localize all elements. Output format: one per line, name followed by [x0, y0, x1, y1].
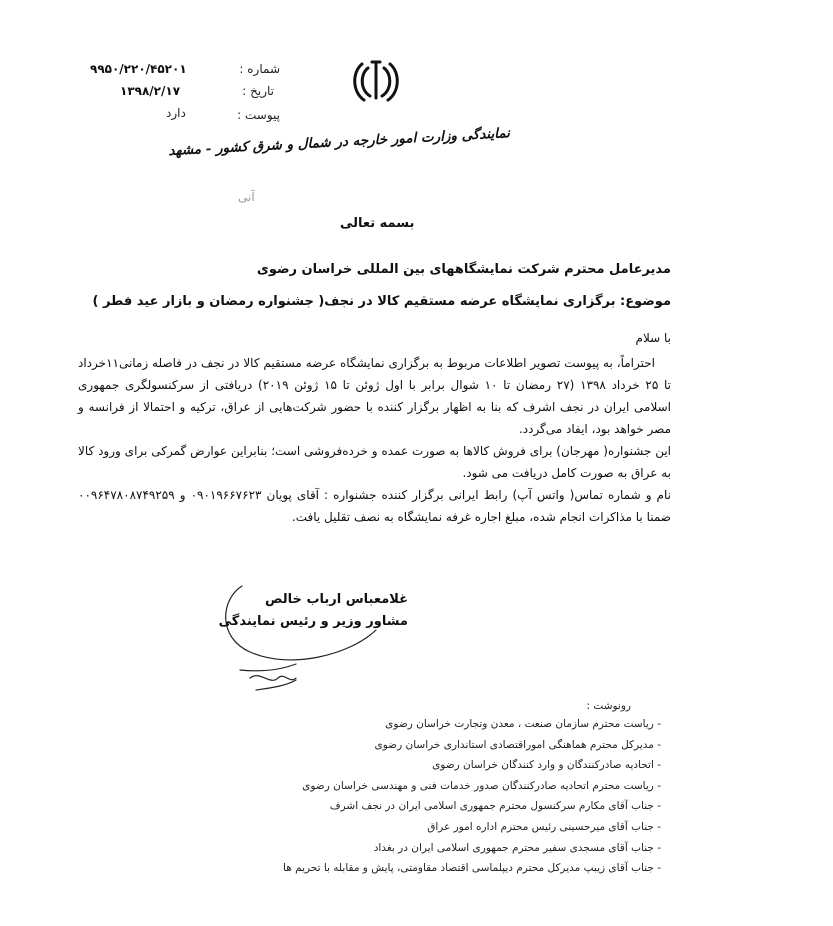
recipient: مدیرعامل محترم شرکت نمایشگاههای بین المللی خراسان رضوی — [256, 262, 671, 277]
attachment-label: پیوست : — [237, 108, 280, 122]
paragraph-3: نام و شماره تماس( واتس آپ) رابط ایرانی برگزار کننده جشنواره : آقای پویان ۰۹۰۱۹۶۶۷۶۲۳ و ۰۰۹۶۴۷۸۰۸۷۴۹۲۵۹ ضمنا با مذاکرات انجام شده، مبلغ اجاره غرفه نمایشگاه به نصف تقلیل یافت. — [78, 488, 671, 524]
cc-item: - جناب آقای میرحسینی رئیس محترم اداره امور عراق — [427, 820, 661, 833]
signatory-title: مشاور وزیر و رئیس نمایندگی — [218, 614, 408, 629]
cc-item: - جناب آقای مسجدی سفیر محترم جمهوری اسلامی ایران در بغداد — [373, 841, 661, 854]
urgency-stamp: آنی — [238, 190, 255, 204]
letter-date: ۱۳۹۸/۲/۱۷ — [120, 84, 181, 98]
cc-item: - اتحادیه صادرکنندگان و وارد کنندگان خراسان رضوی — [432, 759, 661, 772]
office-title: نمایندگی وزارت امور خارجه در شمال و شرق کشور - مشهد — [168, 125, 511, 160]
letter-number-label: شماره : — [239, 62, 280, 76]
paragraph-1: احتراماً، به پیوست تصویر اطلاعات مربوط به برگزاری نمایشگاه عرضه مستقیم کالا در نجف در فاصله زمانی۱۱خرداد تا ۲۵ خرداد ۱۳۹۸ (۲۷ رمضان تا ۱۰ شوال برابر با اول ژوئن تا ۱۵ ژوئن ۲۰۱۹) دریافتی از سرکنسولگری جمهوری اسلامی ایران در نجف اشرف که بنا به اظهار برگزار کننده با حضور شرکت‌هایی از عراق، ترکیه و احتمالا از فرانسه و مصر خواهد بود، ایفاد می‌گردد. — [78, 356, 671, 436]
subject: موضوع: برگزاری نمایشگاه عرضه مستقیم کالا در نجف( جشنواره رمضان و بازار عید فطر ) — [92, 294, 671, 309]
letter-number: ۹۹۵۰/۲۲۰/۴۵۲۰۱ — [90, 62, 187, 76]
cc-item: - ریاست محترم سازمان صنعت ، معدن وتجارت خراسان رضوی — [385, 718, 661, 730]
iran-emblem-icon — [350, 58, 402, 104]
letter-date-label: تاریخ : — [242, 84, 274, 98]
signature-scribble — [200, 560, 400, 710]
body — [78, 352, 671, 528]
greeting: با سلام — [635, 331, 671, 345]
cc-list — [141, 718, 661, 883]
attachment-value: دارد — [166, 106, 186, 120]
paragraph-2: این جشنواره( مهرجان) برای فروش کالاها به صورت عمده و خرده‌فروشی است؛ بنابراین عوارض گمرکی برای ورود کالا به عراق به صورت کامل دریافت می شود. — [78, 444, 671, 480]
signatory-name: غلامعباس ارباب خالص — [265, 592, 408, 607]
cc-item: - ریاست محترم اتحادیه صادرکنندگان صدور خدمات فنی و مهندسی خراسان رضوی — [302, 779, 661, 792]
cc-item: - جناب آقای مکارم سرکنسول محترم جمهوری اسلامی ایران در نجف اشرف — [329, 800, 661, 813]
cc-item: - جناب آقای زیبپ مدیرکل محترم دیپلماسی اقتصاد مقاومتی، پایش و مقابله با تحریم ها — [283, 862, 661, 875]
cc-item: - مدیرکل محترم هماهنگی اموراقتصادی استانداری خراسان رضوی — [374, 738, 661, 751]
letter-meta — [90, 62, 280, 126]
invocation: بسمه تعالی — [340, 216, 415, 231]
cc-label: رونوشت : — [586, 700, 631, 712]
